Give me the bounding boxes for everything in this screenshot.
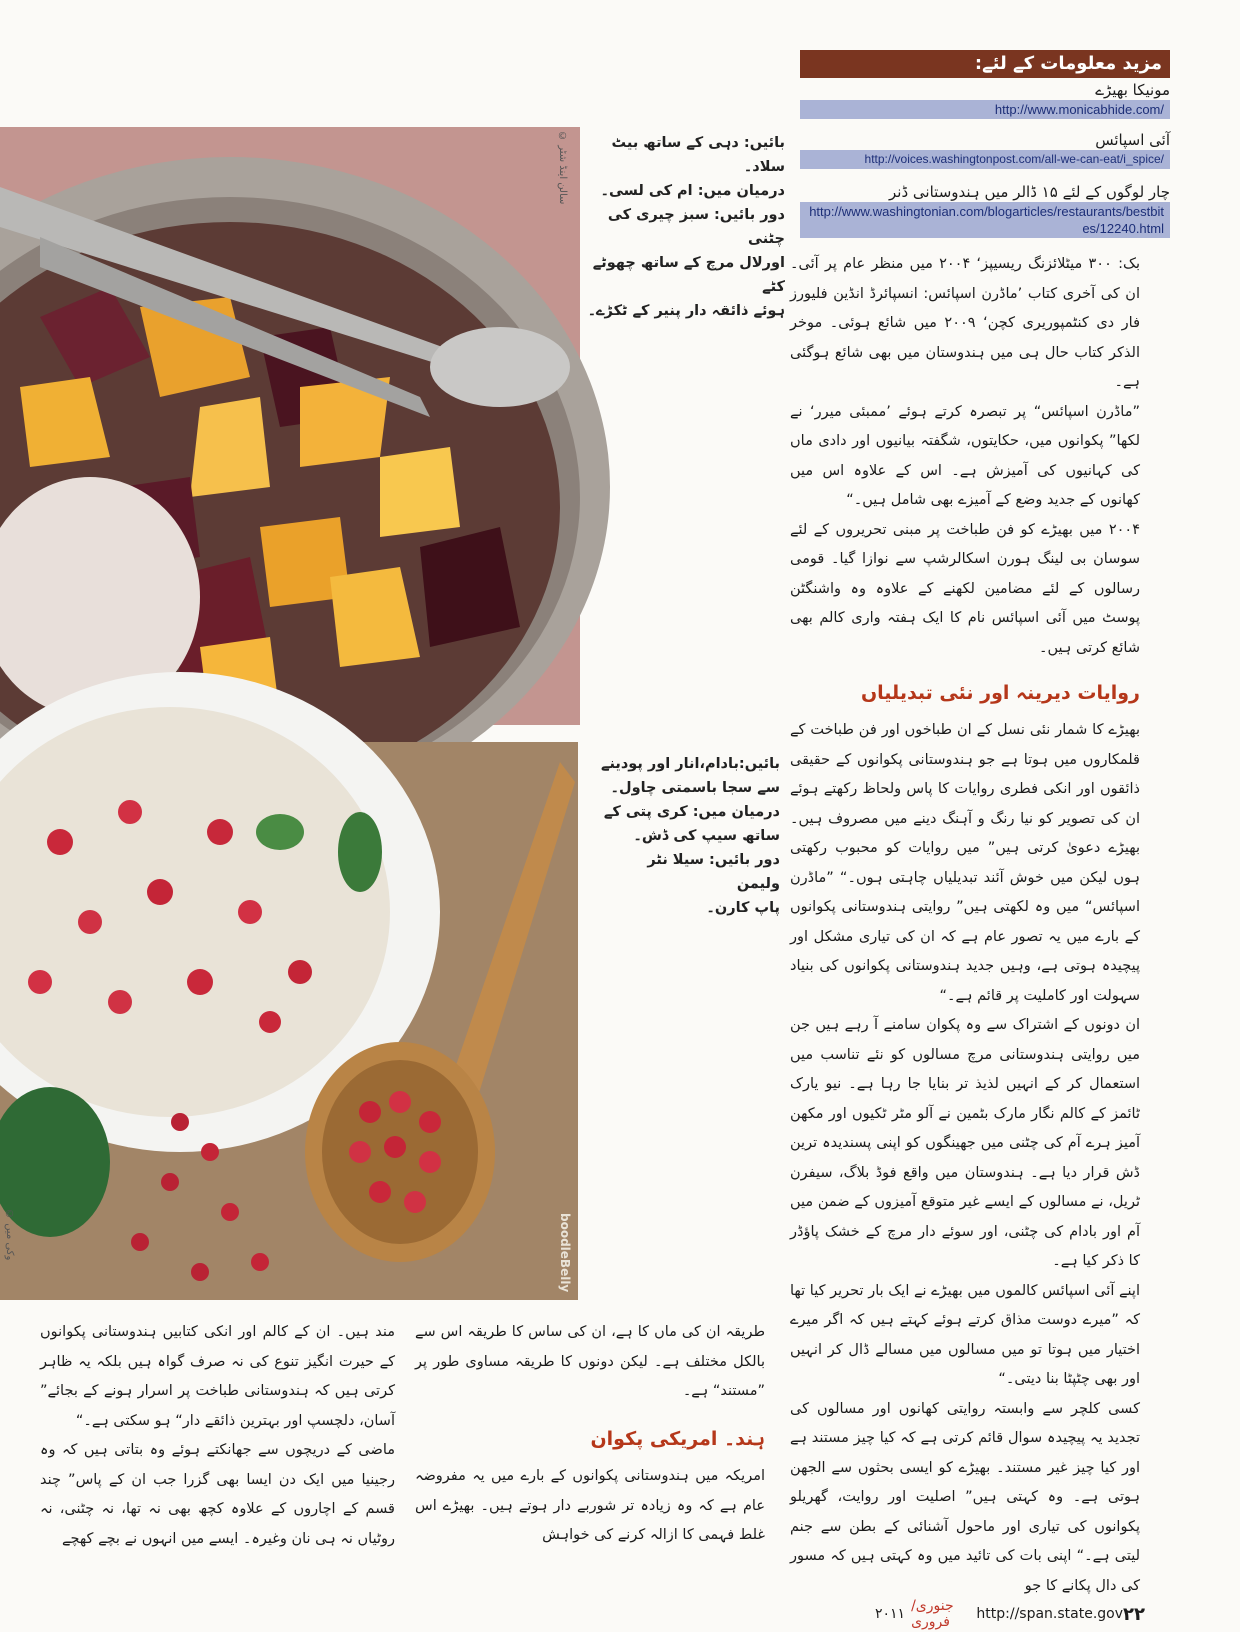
paragraph: ماضی کے دریچوں سے جھانکتے ہوئے وہ بتاتی ہیں کہ وہ رجینیا میں ایک دن ایسا بھی گزرا جب ان کے پاس” چند قسم کے اچاروں کے علاوہ کچھ بھی نہ تھا، نہ چٹنی، نہ روٹیاں نہ ہی نان وغیرہ۔ ایسے میں انہوں نے بچے کھچے (40, 1442, 395, 1547)
caption-line: بائیں: دہی کے ساتھ بیٹ سلاد۔ (611, 135, 785, 175)
photo-credit: © سالن اینڈ شٹر (557, 131, 568, 205)
sidebar-entry-name: چار لوگوں کے لئے ۱۵ ڈالر میں ہندوستانی ڈنر (889, 183, 1170, 201)
top-photo-caption (585, 131, 785, 323)
footer-issue (875, 1598, 976, 1630)
sidebar-entry (800, 182, 1170, 238)
paragraph: بک: ۳۰۰ میٹلائزنگ ریسیپز‘ ۲۰۰۴ میں منظر عام پر آئی۔ ان کی آخری کتاب ’ماڈرن اسپائس: انسپائرڈ انڈین فلیورز فار دی کنٹمپوریری کچن‘ ۲۰۰۹ میں شائع ہوئی۔ موخر الذکر کتاب حال ہی میں ہندوستان میں بھی شائع ہوگئی ہے۔ (790, 256, 1141, 390)
paragraph: اپنے آئی اسپائس کالموں میں بھیڑے نے ایک بار تحریر کیا تھا کہ ”میرے دوست مذاق کرتے ہوئے کہتے ہیں کہ اگر میرے اختیار میں ہوتا تو میں مسالوں میں مسالے ڈال کر انہیں اور بھی چٹپٹا بنا دیتی۔“ (790, 1282, 1140, 1387)
page-number: ۲۲ (1123, 1603, 1145, 1625)
sidebar-link[interactable]: http://voices.washingtonpost.com/all-we-can-eat/i_spice/ (800, 150, 1170, 169)
paragraph: طریقہ ان کی ماں کا ہے، ان کی ساس کا طریقہ اس سے بالکل مختلف ہے۔ لیکن دونوں کا طریقہ مساوی طور پر ”مستند“ ہے۔ (415, 1324, 765, 1399)
caption-line: درمیان میں: ام کی لسی۔ (600, 183, 785, 199)
footer-year: ۲۰۱۱ (875, 1606, 906, 1622)
paragraph: مند ہیں۔ ان کے کالم اور انکی کتابیں ہندوستانی پکوانوں کے حیرت انگیز تنوع کی نہ صرف گواہ ہیں بلکہ یہ ظاہر کرتی ہیں کہ ہندوستانی طباخت پر اسرار ہونے کے بجائے” آسان، دلچسپ اور بہترین ذائقے دار“ ہو سکتی ہے۔“ (40, 1324, 395, 1429)
caption-line: بائیں:بادام،انار اور پودینے (600, 756, 780, 772)
footer-issue-months: جنوری/فروری (911, 1598, 954, 1630)
photo-watermark: boodleBelly (558, 1212, 572, 1292)
page-footer (875, 1598, 1145, 1630)
article-section-1 (790, 716, 1140, 1594)
caption-line: درمیان میں: کری پتی کے (603, 804, 780, 820)
article-left-column (40, 1318, 395, 1547)
paragraph: کسی کلچر سے وابستہ روایتی کھانوں اور مسالوں کی تجدید یہ پیچیدہ سوال قائم کرتی ہے کہ کیا چیز مستند ہے اور کیا چیز غیر مستند۔ بھیڑے کو ایسی بحثوں سے الجھن ہوتی ہے۔ وہ کہتی ہیں” اصلیت اور روایت، گھریلو پکوانوں کی تیاری اور ماحول آشنائی کے بطن سے جنم لیتی ہے۔“ اپنی بات کی تائید میں وہ کہتی ہیں کہ مسور کی دال پکانے کا جو (790, 1400, 1140, 1594)
bottom-photo-caption (600, 752, 780, 920)
section-heading: روایات دیرینہ اور نئی تبدیلیاں (860, 682, 1140, 704)
caption-line: ہوئے ذائقہ دار پنیر کے ٹکڑے۔ (587, 303, 785, 319)
caption-line: سے سجا باسمتی چاول۔ (610, 780, 780, 796)
sidebar-entry (800, 130, 1170, 169)
paragraph: بھیڑے کا شمار نئی نسل کے ان طباخوں اور فن طباخت کے قلمکاروں میں ہوتا ہے جو ہندوستانی پکوانوں کے حقیقی ذائقوں اور انکی فطری روایات کا پاس ولحاظ رکھتے ہوئے ان کی تصویر کو نیا رنگ و آہنگ دینے میں مصروف ہیں۔ بھیڑے دعویٰ کرتی ہیں” میں روایات کو محبوب رکھتی ہوں لیکن میں خوش آئند تبدیلیاں چاہتی ہوں۔“ ”ماڈرن اسپائس“ میں وہ لکھتی ہیں” روایتی ہندوستانی پکوانوں کے بارے میں یہ تصور عام ہے کہ ان کی تیاری مشکل اور پیچیدہ ہوتی ہے، وہیں جدید ہندوستانی پکوانوں کی بنیاد سہولت اور کاملیت پر قائم ہے۔“ (790, 722, 1140, 1004)
sidebar-entry-name: آئی اسپائس (1095, 131, 1170, 149)
caption-line: پاپ کارن۔ (706, 900, 780, 916)
caption-line: دور بائیں: سبز چیری کی چٹنی (607, 207, 785, 247)
paragraph: ”ماڈرن اسپائس“ پر تبصرہ کرتے ہوئے ’ممبئی میرر‘ نے لکھا” پکوانوں میں، حکایتوں، شگفتہ بیانیوں اور دادی ماں کی کہانیوں کی آمیزش ہے۔ اس کے علاوہ اس میں کھانوں کے جدید وضع کے آمیزے بھی شامل ہیں۔“ (790, 403, 1140, 508)
caption-line: ساتھ سیپ کی ڈش۔ (633, 828, 780, 844)
rice-pomegranate-photo (0, 742, 578, 1300)
beet-salad-illustration (0, 127, 580, 725)
section-heading: ہند۔ امریکی پکوان (590, 1428, 765, 1450)
rice-pomegranate-illustration (0, 742, 578, 1300)
beet-salad-photo (0, 127, 580, 725)
photo-credit: © وکی میں (4, 1208, 15, 1260)
caption-line: دور بائیں: سیلا نٹر ولیمن (647, 852, 780, 892)
article-intro (790, 250, 1140, 660)
sidebar-entry (800, 80, 1170, 119)
paragraph: ان دونوں کے اشتراک سے وہ پکوان سامنے آ رہے ہیں جن میں روایتی ہندوستانی مرچ مسالوں کو نئے تناسب میں استعمال کر کے انہیں لذیذ تر بنایا جا رہا ہے۔ نیو یارک ٹائمز کے کالم نگار مارک بٹمین نے آلو مٹر ٹکیوں اور مکھن آمیز ہرے آم کی چٹنی میں جھینگوں کو اپنی پسندیدہ ترین ڈش قرار دیا ہے۔ ہندوستان میں واقع فوڈ بلاگ، سیفرن ٹریل، نے مسالوں کے ایسے غیر متوقع آمیزوں کے ضمن میں آم اور بادام کی چٹنی، اور سوئے دار مرچ کے خشک پاؤڈر کا ذکر کیا ہے۔ (790, 1017, 1140, 1269)
sidebar-link[interactable]: http://www.washingtonian.com/blogarticles/restaurants/bestbites/12240.html (800, 202, 1170, 238)
article-continuation (415, 1318, 765, 1407)
footer-url[interactable]: http://span.state.gov (976, 1606, 1124, 1622)
paragraph: امریکہ میں ہندوستانی پکوانوں کے بارے میں یہ مفروضہ عام ہے کہ وہ زیادہ تر شوربے دار ہوتے ہیں۔ بھیڑے اس غلط فہمی کا ازالہ کرنے کی خواہش (415, 1468, 765, 1543)
sidebar-entry-name: مونیکا بھیڑے (1095, 81, 1170, 99)
sidebar-header: مزید معلومات کے لئے: (800, 50, 1170, 78)
caption-line: اورلال مرچ کے ساتھ چھوٹے کٹے (592, 255, 785, 295)
sidebar-link[interactable]: http://www.monicabhide.com/ (800, 100, 1170, 119)
paragraph: ۲۰۰۴ میں بھیڑے کو فن طباخت پر مبنی تحریروں کے لئے سوسان بی لینگ ہورن اسکالرشپ سے نوازا گیا۔ قومی رسالوں کے لئے مضامین لکھنے کے علاوہ وہ واشنگٹن پوسٹ میں آئی اسپائس نام کا ایک ہفتہ واری کالم بھی شائع کرتی ہیں۔ (790, 521, 1140, 656)
article-section-2 (415, 1462, 765, 1551)
